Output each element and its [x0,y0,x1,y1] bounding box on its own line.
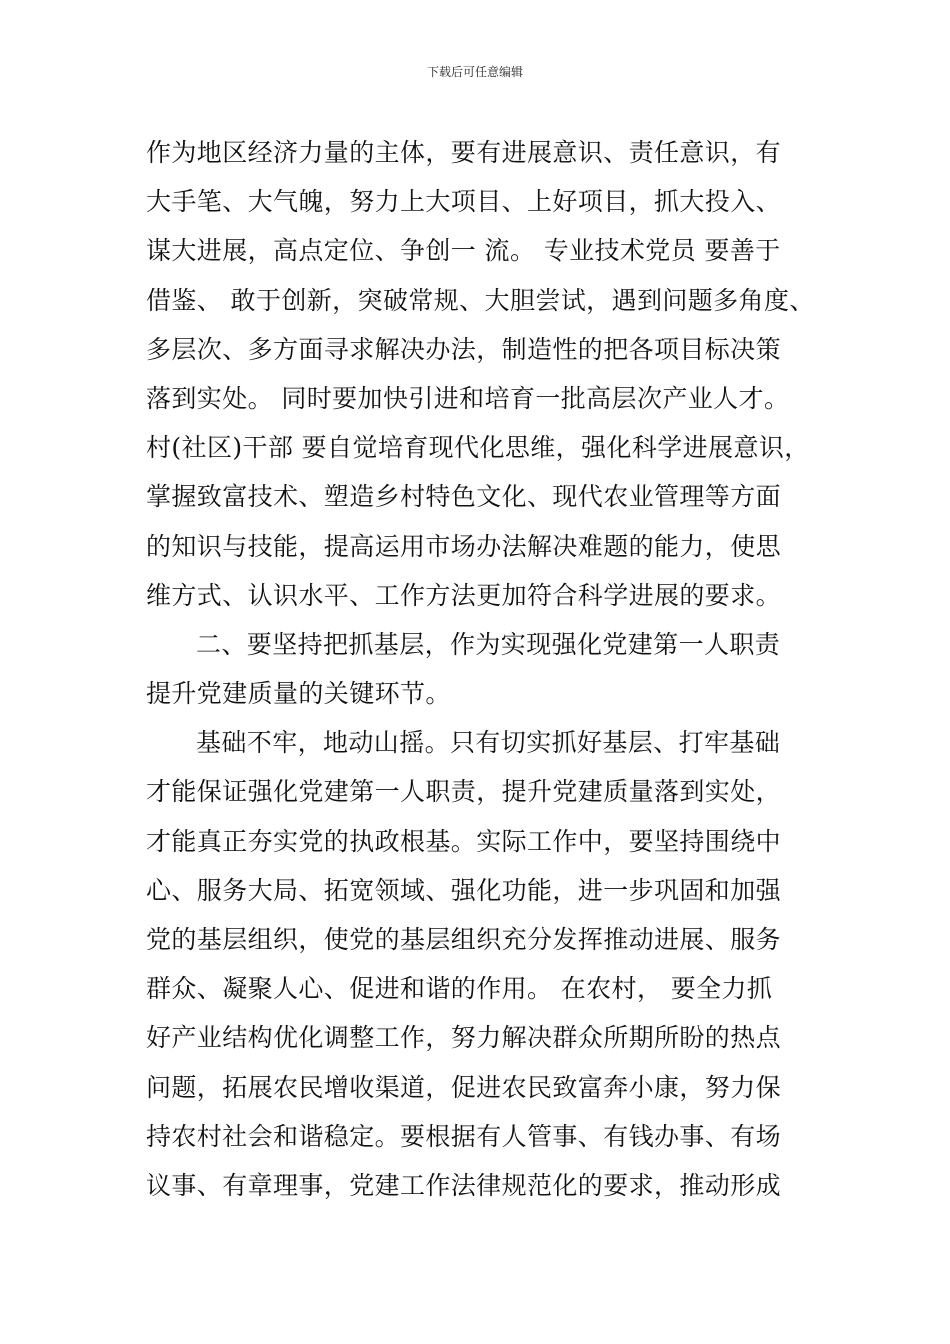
text-line: 好产业结构优化调整工作，努力解决群众所期所盼的热点 [146,1023,782,1053]
text-line: 议事、有章理事，党建工作法律规范化的要求，推动形成 [146,1170,782,1200]
text-line: 问题，拓展农民增收渠道，促进农民致富奔小康，努力保 [146,1072,782,1102]
text-line: 心、服务大局、拓宽领域、强化功能，进一步巩固和加强 [146,875,782,905]
text-line: 才能保证强化党建第一人职责，提升党建质量落到实处， [146,777,782,807]
section-heading-line: 二、要坚持把抓基层，作为实现强化党建第一人职责 [196,629,781,659]
text-line: 多层次、多方面寻求解决办法，制造性的把各项目标决策 [146,334,782,364]
text-line: 谋大进展，高点定位、争创一 流。 专业技术党员 要善于 [146,236,781,266]
text-line: 群众、凝聚人心、促进和谐的作用。 在农村， 要全力抓 [146,974,773,1004]
text-line: 大手笔、大气魄，努力上大项目、上好项目，抓大投入、 [146,187,782,217]
text-line: 村(社区)干部 要自觉培育现代化思维，强化科学进展意识， [146,433,810,463]
text-line: 的知识与技能，提高运用市场办法解决难题的能力，使思 [146,531,782,561]
text-line: 党的基层组织，使党的基层组织充分发挥推动进展、服务 [146,925,782,954]
text-line: 借鉴、 敢于创新，突破常规、大胆尝试，遇到问题多角度、 [146,285,815,315]
text-line: 掌握致富技术、塑造乡村特色文化、现代农业管理等方面 [146,482,782,512]
text-line: 落到实处。 同时要加快引进和培育一批高层次产业人才。 [146,383,790,413]
text-line: 才能真正夯实党的执政根基。实际工作中，要坚持围绕中 [146,826,782,856]
document-body [146,128,836,1210]
text-line: 持农村社会和谐稳定。要根据有人管事、有钱办事、有场 [146,1121,782,1151]
page-header: 下载后可任意编辑 [426,65,523,79]
text-line: 作为地区经济力量的主体，要有进展意识、责任意识，有 [146,138,782,167]
text-line: 基础不牢，地动山摇。只有切实抓好基层、打牢基础 [196,728,781,758]
section-heading-line: 提升党建质量的关键环节。 [146,679,451,709]
text-line: 维方式、认识水平、工作方法更加符合科学进展的要求。 [146,580,782,610]
